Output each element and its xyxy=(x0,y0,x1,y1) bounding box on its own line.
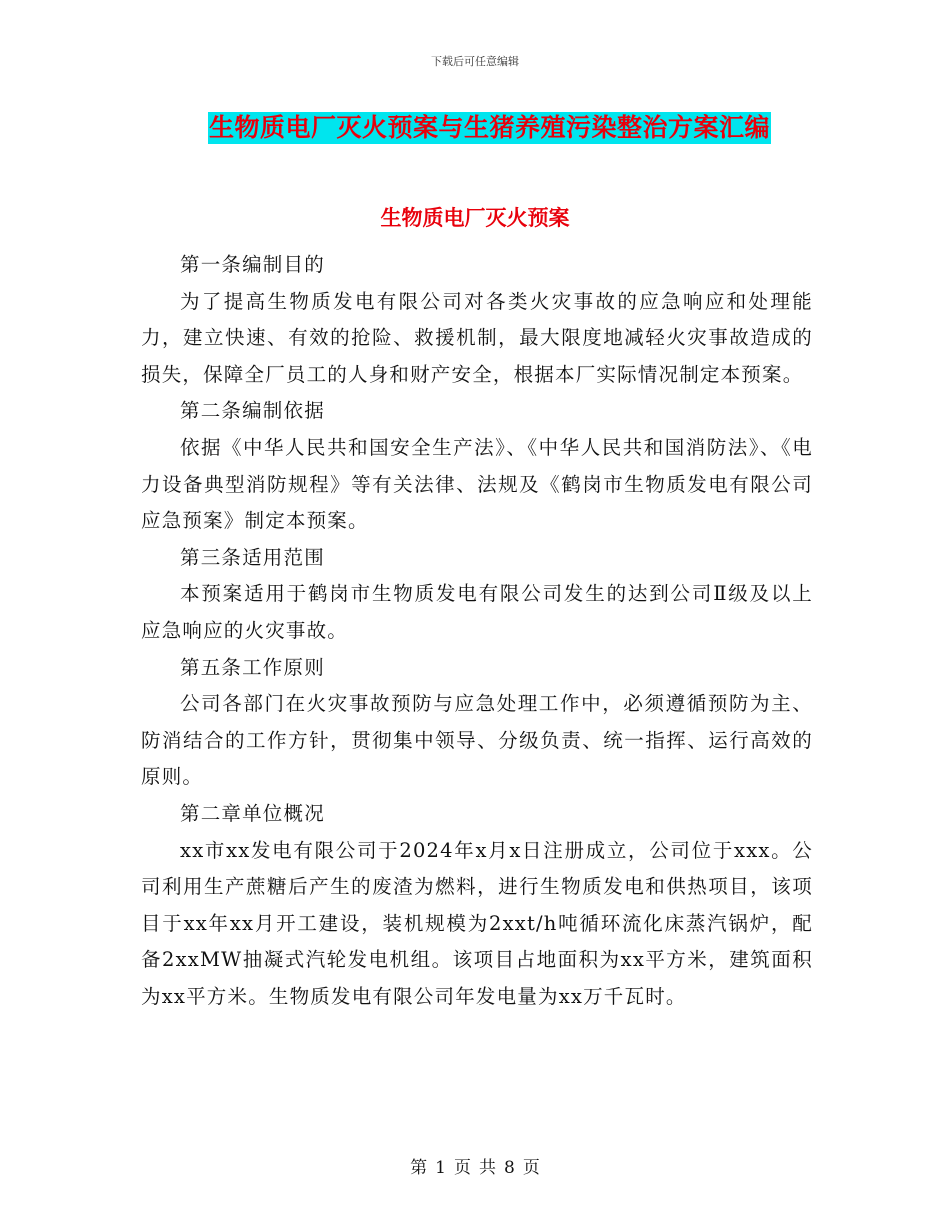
footer-page-prefix: 第 xyxy=(410,1158,428,1178)
paragraph-chapter-2-heading: 第二章单位概况 xyxy=(180,801,325,825)
paragraph-article-2-body: 依据《中华人民共和国安全生产法》、《中华人民共和国消防法》、《电力设备典型消防规程》等有关法律、法规及《鹤岗市生物质发电有限公司应急预案》制定本预案。 xyxy=(141,435,813,533)
section-title: 生物质电厂灭火预案 xyxy=(380,206,570,230)
main-title: 生物质电厂灭火预案与生猪养殖污染整治方案汇编 xyxy=(209,113,771,142)
footer-page-mid: 页 xyxy=(454,1158,471,1178)
header-note: 下载后可任意编辑 xyxy=(431,55,519,68)
paragraph-article-5-body: 公司各部门在火灾事故预防与应急处理工作中，必须遵循预防为主、防消结合的工作方针，贯彻集中领导、分级负责、统一指挥、运行高效的原则。 xyxy=(141,692,813,789)
paragraph-article-3-heading: 第三条适用范围 xyxy=(180,545,325,569)
footer-total-pages: 8 xyxy=(504,1158,515,1178)
footer-total-prefix: 共 xyxy=(479,1158,496,1178)
footer-page-number: 1 xyxy=(435,1158,446,1178)
paragraph-article-1-heading: 第一条编制目的 xyxy=(180,253,325,276)
paragraph-chapter-2-body: xx市xx发电有限公司于2024年x月x日注册成立，公司位于xxx。公司利用生产蔗糖后产生的废渣为燃料，进行生物质发电和供热项目，该项目于xx年xx月开工建设，装机规模为2xxt/h吨循环流化床蒸汽锅炉，配备2xxMW抽凝式汽轮发电机组。该项目占地面积为xx平方米，建筑面积为xx平方米。生物质发电有限公司年发电量为xx万千瓦时。 xyxy=(141,838,813,1008)
footer-total-suffix: 页 xyxy=(522,1158,540,1178)
paragraph-article-1-body: 为了提高生物质发电有限公司对各类火灾事故的应急响应和处理能力，建立快速、有效的抢险、救援机制，最大限度地减轻火灾事故造成的损失，保障全厂员工的人身和财产安全，根据本厂实际情况制定本预案。 xyxy=(141,289,813,386)
paragraph-article-3-body: 本预案适用于鹤岗市生物质发电有限公司发生的达到公司Ⅱ级及以上应急响应的火灾事故。 xyxy=(141,582,813,642)
paragraph-article-5-heading: 第五条工作原则 xyxy=(180,655,325,679)
main-title-container xyxy=(208,112,788,144)
paragraph-article-2-heading: 第二条编制依据 xyxy=(180,399,325,423)
document-body xyxy=(141,247,813,1015)
page-footer xyxy=(0,1153,950,1178)
